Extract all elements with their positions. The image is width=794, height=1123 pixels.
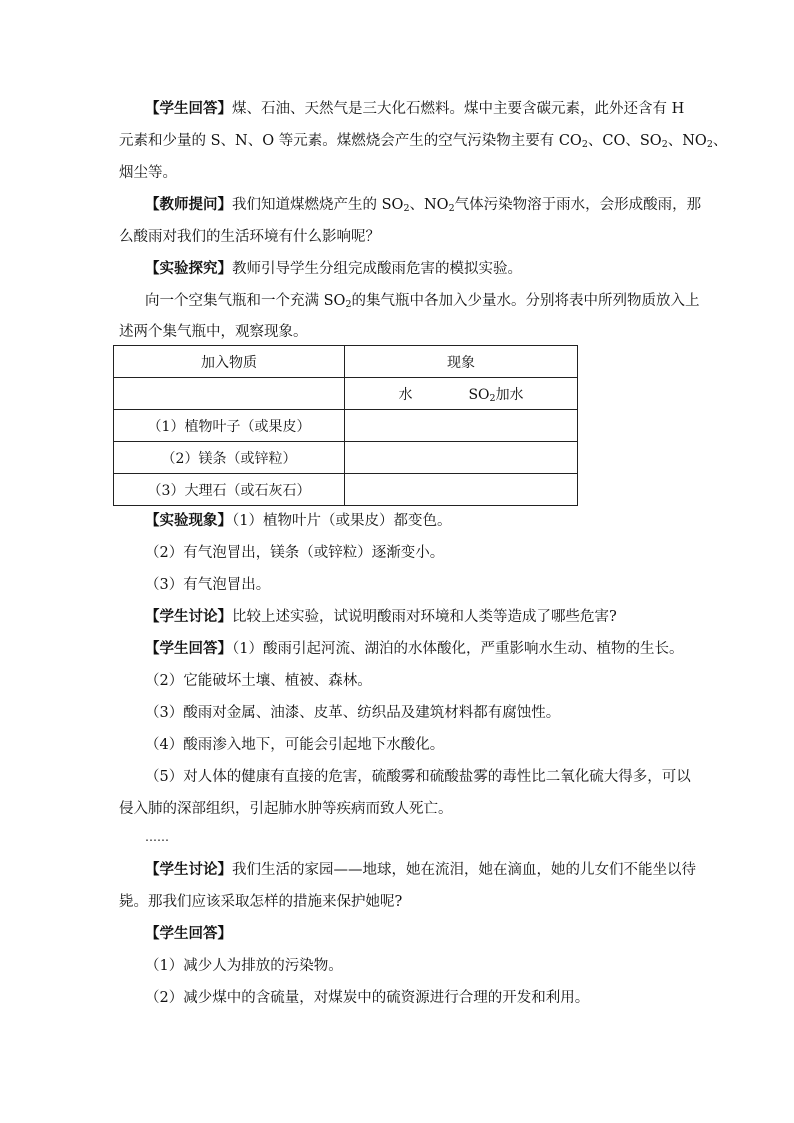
p5-line1 — [145, 511, 451, 531]
p9-line1 — [145, 956, 343, 976]
p8-line1 — [145, 860, 696, 880]
p1-text3: 烟尘等。 — [119, 165, 177, 181]
p6-text: 比较上述实验，试说明酸雨对环境和人类等造成了哪些危害? — [232, 609, 617, 625]
subheader-so2-water — [468, 387, 523, 403]
table-row — [114, 442, 578, 474]
p4-text1a: 向一个空集气瓶和一个充满 SO — [145, 293, 346, 309]
row-phenomenon — [345, 410, 578, 442]
row-phenomenon — [345, 442, 578, 474]
subheader-empty — [114, 378, 345, 410]
sub-2: 2 — [403, 203, 410, 214]
p7-line2 — [145, 671, 372, 691]
p3-line — [145, 259, 522, 279]
p3-tag: 【实验探究】 — [145, 260, 232, 277]
row-phenomenon — [345, 474, 578, 506]
p5-line3 — [145, 575, 270, 595]
p1-text2b: 、CO、SO — [587, 133, 662, 149]
p7-line5 — [145, 767, 691, 787]
table-header-row — [114, 346, 578, 378]
p7-line3 — [145, 703, 560, 723]
p9-tag: 【学生回答】 — [145, 925, 232, 942]
p2-line2 — [119, 227, 380, 247]
table-row — [114, 474, 578, 506]
p7-line1 — [145, 639, 683, 659]
sub-2: 2 — [489, 392, 496, 404]
observation-table — [113, 345, 578, 506]
p2-line1 — [145, 195, 701, 215]
ellipsis-text: …… — [145, 830, 169, 844]
table-subheader-row — [114, 378, 578, 410]
subheader-water: 水 — [398, 386, 413, 403]
p8-line2 — [119, 892, 402, 912]
p4-line1 — [145, 291, 699, 311]
p7-text1: （1）酸雨引起河流、湖泊的水体酸化，严重影响水生动、植物的生长。 — [232, 641, 684, 657]
p1-line3 — [119, 163, 177, 183]
p5-line2 — [145, 543, 444, 563]
p7-text2: （2）它能破坏土壤、植被、森林。 — [145, 673, 372, 689]
p6-tag: 【学生讨论】 — [145, 608, 232, 625]
sub-2: 2 — [661, 139, 668, 150]
p6-line — [145, 607, 617, 627]
add-water-text: 加水 — [495, 386, 524, 403]
p9-text2: （2）减少煤中的含硫量，对煤炭中的硫资源进行合理的开发和利用。 — [145, 990, 590, 1006]
p1-text1: 煤、石油、天然气是三大化石燃料。煤中主要含碳元素，此外还含有 H — [232, 101, 685, 117]
p9-line2 — [145, 988, 589, 1008]
p1-line2 — [119, 131, 727, 151]
sub-2: 2 — [706, 139, 713, 150]
p2-text1a: 我们知道煤燃烧产生的 SO — [232, 197, 404, 213]
p4-text1b: 的集气瓶中各加入少量水。分别将表中所列物质放入上 — [351, 293, 700, 309]
subheader-conditions — [345, 378, 578, 410]
p7-tag: 【学生回答】 — [145, 640, 232, 657]
so2-text: SO — [468, 386, 490, 403]
p1-tag: 【学生回答】 — [145, 100, 232, 117]
row-substance: （3）大理石（或石灰石） — [114, 474, 345, 506]
p8-tag: 【学生讨论】 — [145, 861, 232, 878]
p9-line0 — [145, 924, 232, 944]
p5-text1: （1）植物叶片（或果皮）都变色。 — [232, 513, 452, 529]
p7-text6: 侵入肺的深部组织，引起肺水肿等疾病而致人死亡。 — [119, 801, 453, 817]
p7-text3: （3）酸雨对金属、油漆、皮革、纺织品及建筑材料都有腐蚀性。 — [145, 705, 561, 721]
p1-line1 — [145, 99, 684, 119]
p7-text4: （4）酸雨渗入地下，可能会引起地下水酸化。 — [145, 737, 445, 753]
p4-line2: 述两个集气瓶中，观察现象。 — [119, 324, 308, 340]
sub-2: 2 — [581, 139, 588, 150]
p2-text1b: 、NO — [409, 197, 449, 213]
p2-text1c: 气体污染物溶于雨水，会形成酸雨，那 — [454, 197, 702, 213]
header-substance: 加入物质 — [114, 346, 345, 378]
p8-text2: 毙。那我们应该采取怎样的措施来保护她呢? — [119, 894, 403, 910]
p5-text2: （2）有气泡冒出，镁条（或锌粒）逐渐变小。 — [145, 545, 445, 561]
p5-tag: 【实验现象】 — [145, 512, 232, 529]
p2-text2: 么酸雨对我们的生活环境有什么影响呢？ — [119, 229, 380, 245]
p9-text1: （1）减少人为排放的污染物。 — [145, 958, 343, 974]
p7-line4 — [145, 735, 444, 755]
p8-text1: 我们生活的家园——地球，她在流泪，她在滴血，她的儿女们不能坐以待 — [232, 862, 696, 878]
header-phenomenon: 现象 — [345, 346, 578, 378]
p3-text: 教师引导学生分组完成酸雨危害的模拟实验。 — [232, 261, 522, 277]
p1-text2d: 、 — [712, 133, 728, 149]
p2-tag: 【教师提问】 — [145, 196, 232, 213]
p1-text2c: 、NO — [667, 133, 707, 149]
sub-2: 2 — [448, 203, 455, 214]
p1-text2a: 元素和少量的 S、N、O 等元素。煤燃烧会产生的空气污染物主要有 CO — [119, 133, 582, 149]
row-substance: （2）镁条（或锌粒） — [114, 442, 345, 474]
sub-2: 2 — [345, 299, 352, 310]
p7-line6 — [119, 799, 453, 819]
row-substance: （1）植物叶子（或果皮） — [114, 410, 345, 442]
p5-text3: （3）有气泡冒出。 — [145, 577, 271, 593]
table-row — [114, 410, 578, 442]
p7-text5: （5）对人体的健康有直接的危害，硫酸雾和硫酸盐雾的毒性比二氧化硫大得多，可以 — [145, 769, 691, 785]
p7-ellipsis — [145, 827, 169, 847]
